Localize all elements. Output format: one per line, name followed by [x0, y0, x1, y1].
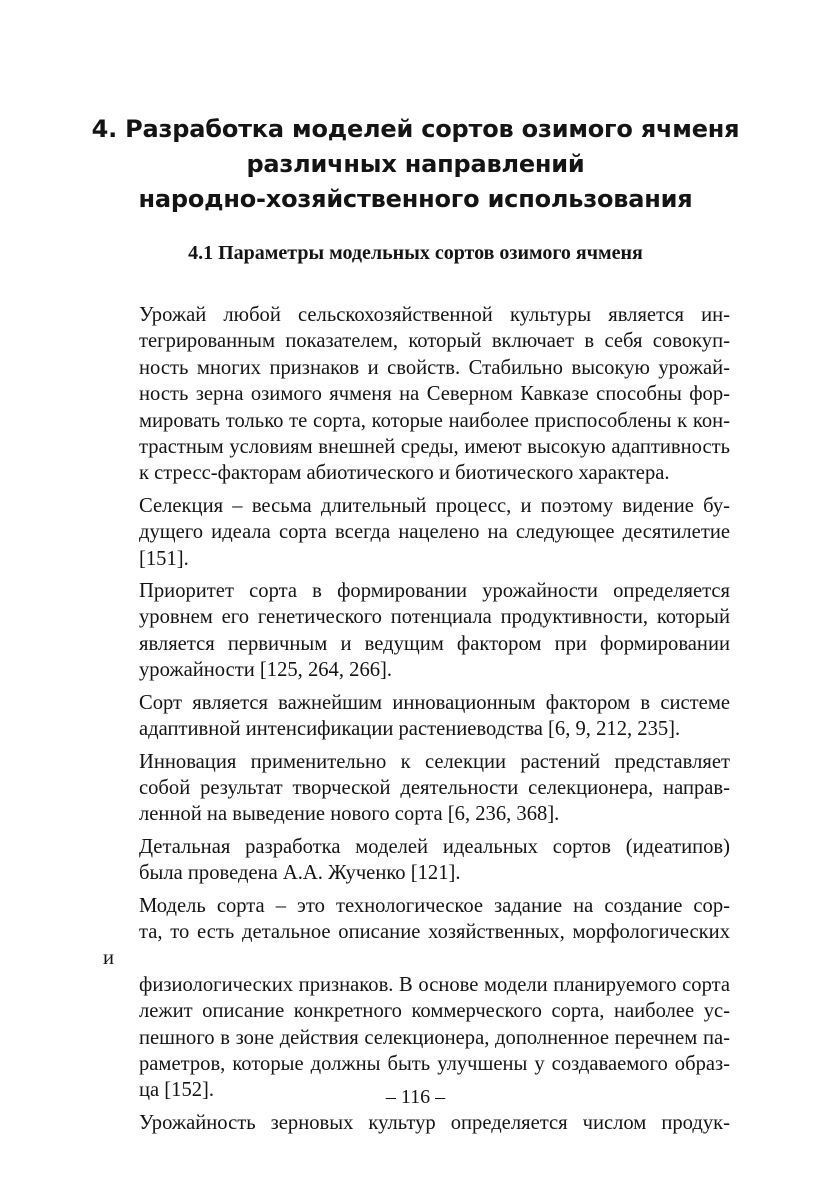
- text-line: мировать только те сорта, которые наиболее приспособлены к кон-: [139, 409, 730, 432]
- text-line: пешного в зоне действия селекционера, дополненное перечнем па-: [139, 1026, 730, 1049]
- text-line: Урожай любой сельскохозяйственной культуры является ин-: [139, 304, 730, 326]
- chapter-title-line: 4. Разработка моделей сортов озимого ячменя: [91, 115, 740, 143]
- paragraph-4: [103, 690, 730, 743]
- text-line: уровнем его генетического потенциала продуктивности, который: [139, 606, 730, 629]
- text-line: ность зерна озимого ячменя на Северном Кавказе способны фор-: [139, 383, 730, 406]
- text-line: ность многих признаков и свойств. Стабильно высокую урожай-: [139, 356, 730, 379]
- section-title: 4.1 Параметры модельных сортов озимого ячменя: [188, 242, 643, 264]
- text-line: ленной на выведение нового сорта [6, 236, 368].: [139, 803, 560, 826]
- text-line: дущего идеала сорта всегда нацелено на следующее десятилетие: [139, 521, 730, 544]
- text-line: к стресс-факторам абиотического и биотического характера.: [139, 462, 670, 485]
- paragraph-3: [103, 578, 730, 684]
- text-line: была проведена А.А. Жученко [121].: [139, 862, 461, 885]
- text-line: Селекция – весьма длительный процесс, и поэтому видение бу-: [139, 494, 730, 517]
- text-line: раметров, которые должны быть улучшены у создаваемого образ-: [139, 1052, 730, 1075]
- text-line: Сорт является важнейшим инновационным фактором в системе: [139, 691, 730, 714]
- body-text: [103, 302, 730, 1142]
- paragraph-1: [103, 302, 730, 487]
- text-line: собой результат творческой деятельности селекционера, направ-: [139, 776, 730, 799]
- page-number: – 116 –: [385, 1086, 446, 1108]
- text-line: Модель сорта – это технологическое задание на создание сор-: [139, 894, 730, 917]
- text-line: является первичным и ведущим фактором при формировании: [139, 632, 730, 655]
- text-line: Урожайность зерновых культур определяется числом продук-: [139, 1111, 730, 1134]
- text-line: тегрированным показателем, который включает в себя совокуп-: [139, 330, 730, 353]
- text-line: Детальная разработка моделей идеальных сортов (идеатипов): [139, 835, 730, 858]
- text-line: лежит описание конкретного коммерческого сорта, наиболее ус-: [139, 1000, 730, 1023]
- paragraph-7: [103, 893, 730, 1104]
- text-line: та, то есть детальное описание хозяйственных, морфологических и: [103, 920, 730, 970]
- text-line: Приоритет сорта в формировании урожайности определяется: [139, 580, 730, 603]
- paragraph-6: [103, 834, 730, 887]
- text-line: урожайности [125, 264, 266].: [139, 659, 393, 682]
- paragraph-8: [103, 1110, 730, 1136]
- chapter-title-line: народно-хозяйственного использования: [138, 185, 693, 213]
- text-line: адаптивной интенсификации растениеводства [6, 9, 212, 235].: [139, 718, 681, 741]
- chapter-title: [60, 112, 771, 217]
- paragraph-5: [103, 749, 730, 828]
- chapter-title-line: различных направлений: [246, 150, 585, 178]
- text-line: трастным условиям внешней среды, имеют высокую адаптивность: [139, 436, 730, 459]
- text-line: ца [152].: [139, 1079, 215, 1102]
- text-line: физиологических признаков. В основе модели планируемого сорта: [139, 973, 730, 996]
- text-line: [151].: [139, 547, 189, 570]
- text-line: Инновация применительно к селекции растений представляет: [139, 750, 730, 773]
- paragraph-2: [103, 493, 730, 572]
